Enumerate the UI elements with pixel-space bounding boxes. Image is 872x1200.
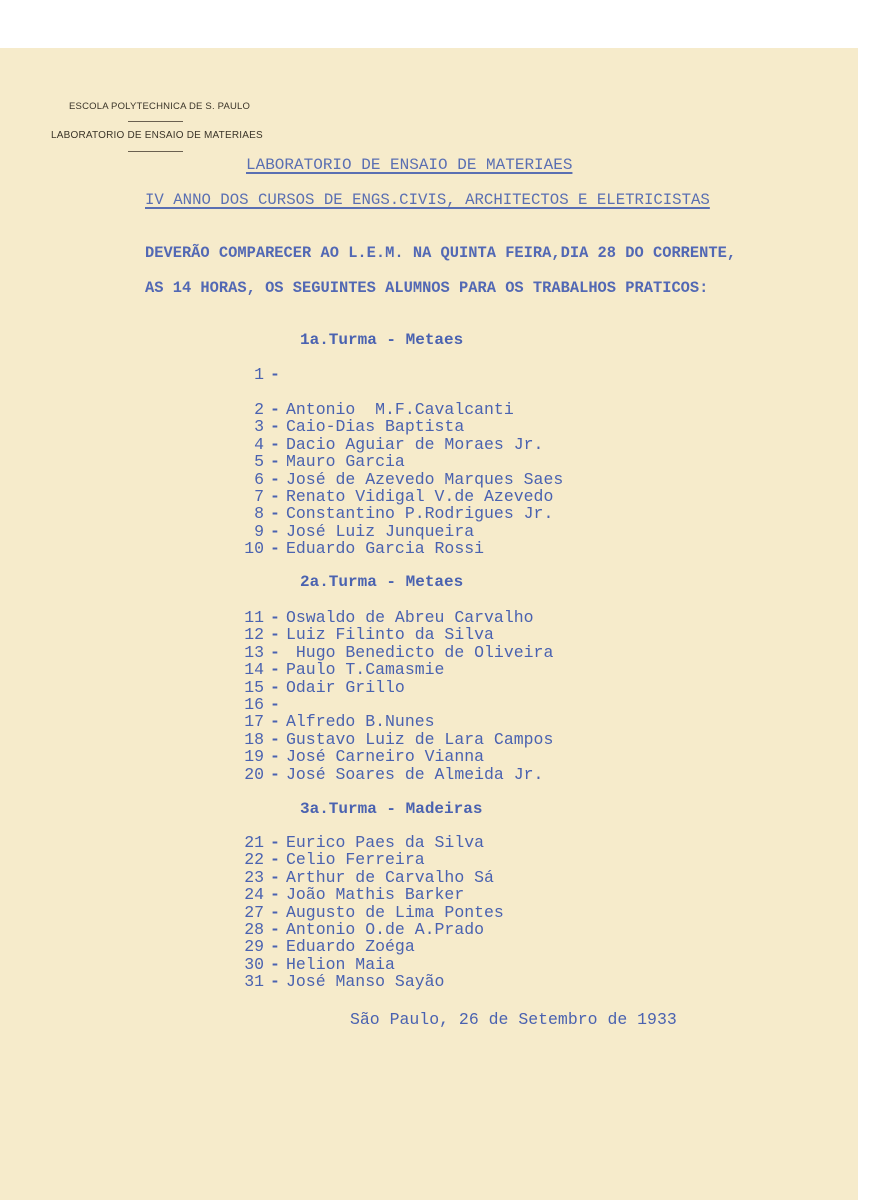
student-number: 7 — [254, 486, 264, 506]
list-item — [230, 904, 504, 921]
student-number: 8 — [254, 504, 264, 524]
dash: - — [270, 625, 280, 645]
student-number: 12 — [244, 625, 264, 645]
student-number: 11 — [244, 608, 264, 627]
student-number: 17 — [244, 712, 264, 732]
student-number: 22 — [244, 850, 264, 870]
list-item — [230, 921, 504, 938]
list-item — [230, 626, 553, 643]
student-list-1 — [230, 401, 563, 558]
list-item — [230, 748, 553, 765]
student-number: 23 — [244, 867, 264, 887]
dash: - — [270, 764, 280, 784]
notice-line-2: AS 14 HORAS, OS SEGUINTES ALUMNOS PARA OS TRABALHOS PRATICOS: — [145, 279, 709, 297]
list-item — [230, 956, 504, 973]
list-item — [230, 523, 563, 540]
student-number: 6 — [254, 469, 264, 489]
list-item — [230, 505, 563, 522]
student-name: Dacio Aguiar de Moraes Jr. — [286, 434, 544, 454]
student-number: 27 — [244, 902, 264, 922]
document-title: LABORATORIO DE ENSAIO DE MATERIAES — [246, 156, 573, 174]
dash: - — [270, 400, 280, 419]
list-item — [230, 418, 563, 435]
student-name: Antonio O.de A.Prado — [286, 919, 485, 939]
student-name: Luiz Filinto da Silva — [286, 625, 494, 645]
letterhead-lab: LABORATORIO DE ENSAIO DE MATERIAES — [51, 130, 263, 141]
student-number: 3 — [254, 417, 264, 437]
list-item — [230, 609, 553, 626]
student-name: Caio-Dias Baptista — [286, 417, 465, 437]
student-name: Antonio M.F.Cavalcanti — [286, 400, 514, 419]
list-item — [230, 488, 563, 505]
student-name: Alfredo B.Nunes — [286, 712, 435, 732]
student-name: José Soares de Almeida Jr. — [286, 764, 544, 784]
list-item — [230, 851, 504, 868]
student-number: 29 — [244, 937, 264, 957]
list-item — [230, 401, 563, 418]
student-number: 30 — [244, 954, 264, 974]
student-number: 15 — [244, 677, 264, 697]
dash: - — [270, 677, 280, 697]
letterhead-school: ESCOLA POLYTECHNICA DE S. PAULO — [69, 101, 251, 112]
list-item — [230, 471, 563, 488]
dash: - — [270, 954, 280, 974]
student-name: José Manso Sayão — [286, 972, 445, 992]
dash: - — [270, 660, 280, 680]
dash: - — [270, 504, 280, 524]
group-heading-2: 2a.Turma - Metaes — [300, 573, 464, 591]
list-item — [230, 766, 553, 783]
dash: - — [270, 642, 280, 662]
student-name: Renato Vidigal V.de Azevedo — [286, 486, 554, 506]
list-item — [230, 679, 553, 696]
dash: - — [270, 521, 280, 541]
student-name: Helion Maia — [286, 954, 395, 974]
dash: - — [270, 729, 280, 749]
divider — [128, 151, 183, 152]
student-number: 14 — [244, 660, 264, 680]
dash: - — [270, 539, 280, 559]
date-line: São Paulo, 26 de Setembro de 1933 — [350, 1010, 677, 1029]
student-name: Gustavo Luiz de Lara Campos — [286, 729, 554, 749]
student-name: Constantino P.Rodrigues Jr. — [286, 504, 554, 524]
student-list-3 — [230, 834, 504, 991]
dash: - — [270, 486, 280, 506]
student-name: João Mathis Barker — [286, 885, 465, 905]
student-name: Celio Ferreira — [286, 850, 425, 870]
student-name: Augusto de Lima Pontes — [286, 902, 504, 922]
student-list-2 — [230, 609, 553, 783]
notice-line-1: DEVERÃO COMPARECER AO L.E.M. NA QUINTA FEIRA,DIA 28 DO CORRENTE, — [145, 244, 737, 262]
dash: - — [270, 434, 280, 454]
list-item: 1 - — [254, 365, 280, 384]
student-name: Eurico Paes da Silva — [286, 833, 485, 852]
student-name: José Luiz Junqueira — [286, 521, 475, 541]
student-name: José de Azevedo Marques Saes — [286, 469, 564, 489]
divider — [128, 121, 183, 122]
list-item — [230, 453, 563, 470]
student-number: 24 — [244, 885, 264, 905]
student-name: Oswaldo de Abreu Carvalho — [286, 608, 534, 627]
dash: - — [270, 972, 280, 992]
group-heading-3: 3a.Turma - Madeiras — [300, 800, 483, 818]
student-number: 16 — [244, 694, 264, 714]
dash: - — [270, 469, 280, 489]
list-item — [230, 696, 553, 713]
student-number: 31 — [244, 972, 264, 992]
dash: - — [270, 867, 280, 887]
dash: - — [270, 885, 280, 905]
student-number: 13 — [244, 642, 264, 662]
dash: - — [270, 937, 280, 957]
list-item — [230, 973, 504, 990]
student-name: Mauro Garcia — [286, 452, 405, 472]
student-name: Eduardo Zoéga — [286, 937, 415, 957]
dash: - — [270, 452, 280, 472]
student-number: 18 — [244, 729, 264, 749]
list-item — [230, 661, 553, 678]
dash: - — [270, 902, 280, 922]
student-number: 10 — [244, 539, 264, 559]
student-number: 19 — [244, 747, 264, 767]
student-name: Arthur de Carvalho Sá — [286, 867, 494, 887]
list-item — [230, 644, 553, 661]
student-number: 20 — [244, 764, 264, 784]
dash: - — [270, 850, 280, 870]
student-number: 5 — [254, 452, 264, 472]
student-number: 4 — [254, 434, 264, 454]
dash: - — [270, 608, 280, 627]
student-name: Paulo T.Camasmie — [286, 660, 445, 680]
list-item — [230, 938, 504, 955]
dash: - — [270, 417, 280, 437]
list-item — [230, 886, 504, 903]
list-item — [230, 869, 504, 886]
list-item — [230, 731, 553, 748]
list-item — [230, 436, 563, 453]
dash: - — [270, 833, 280, 852]
student-number: 2 — [254, 400, 264, 419]
student-number: 9 — [254, 521, 264, 541]
list-item — [230, 713, 553, 730]
list-item — [230, 540, 563, 557]
list-item — [230, 834, 504, 851]
dash: - — [270, 694, 280, 714]
student-name: José Carneiro Vianna — [286, 747, 485, 767]
student-number: 21 — [244, 833, 264, 852]
dash: - — [270, 919, 280, 939]
student-name: Odair Grillo — [286, 677, 405, 697]
student-name: Hugo Benedicto de Oliveira — [286, 642, 554, 662]
dash: - — [270, 712, 280, 732]
student-name: Eduardo Garcia Rossi — [286, 539, 485, 559]
document-subtitle: IV ANNO DOS CURSOS DE ENGS.CIVIS, ARCHITECTOS E ELETRICISTAS — [145, 191, 710, 209]
student-list-1-first — [230, 366, 286, 383]
dash: - — [270, 747, 280, 767]
group-heading-1: 1a.Turma - Metaes — [300, 331, 464, 349]
student-number: 28 — [244, 919, 264, 939]
